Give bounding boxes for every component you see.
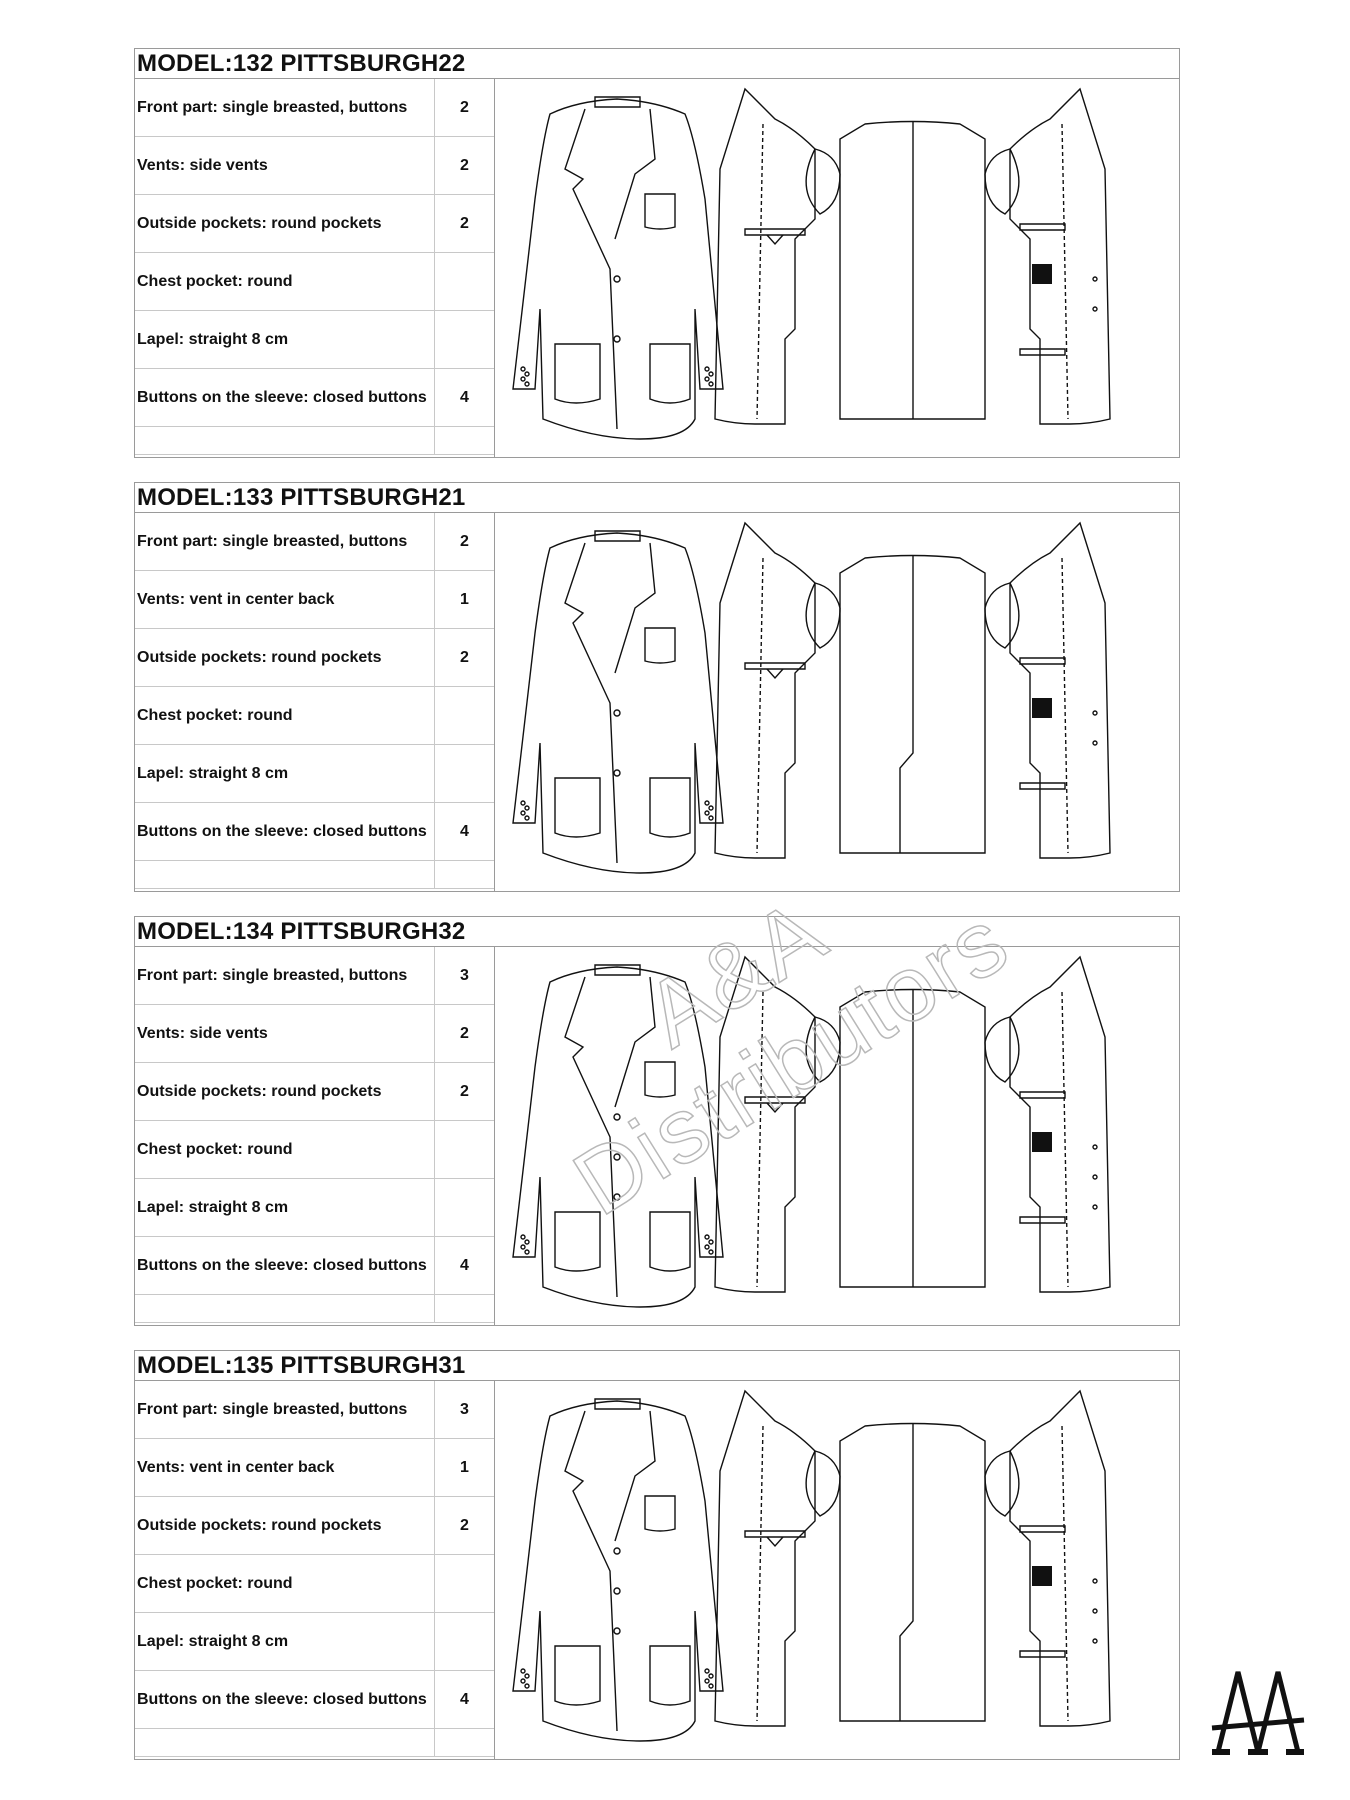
sleeve-button <box>705 1245 709 1249</box>
front-button <box>614 1114 620 1120</box>
sleeve-button <box>521 377 525 381</box>
spec-row <box>135 803 494 861</box>
spec-value: 4 <box>460 388 469 406</box>
spec-label: Chest pocket: round <box>135 687 435 744</box>
brand-label <box>1032 698 1052 718</box>
spec-label: Buttons on the sleeve: closed buttons <box>135 803 435 860</box>
spec-label: Front part: single breasted, buttons <box>135 79 435 136</box>
sleeve-button <box>521 801 525 805</box>
spec-label: Chest pocket: round <box>135 253 435 310</box>
sleeve-lining-left <box>806 1017 840 1082</box>
left-outside-pocket <box>555 1646 600 1705</box>
sleeve-button <box>705 811 709 815</box>
spec-row <box>135 1439 494 1497</box>
inner-left-panel <box>715 89 815 424</box>
spec-value: 2 <box>460 214 469 232</box>
spec-label-empty <box>135 861 435 888</box>
inner-left-pocket <box>745 663 805 669</box>
spec-row <box>135 1613 494 1671</box>
jacket-drawing <box>494 1381 1181 1759</box>
model-section-2 <box>134 482 1180 892</box>
left-outside-pocket <box>555 344 600 403</box>
brand-label <box>1032 1566 1052 1586</box>
inner-right-button <box>1093 1639 1097 1643</box>
spec-value: 4 <box>460 822 469 840</box>
inner-right-button <box>1093 711 1097 715</box>
spec-row <box>135 1555 494 1613</box>
inner-right-button <box>1093 741 1097 745</box>
inner-right-pocket <box>1020 1092 1065 1098</box>
spec-label: Lapel: straight 8 cm <box>135 311 435 368</box>
inner-left-stitch <box>757 1426 763 1721</box>
spec-label: Chest pocket: round <box>135 1121 435 1178</box>
front-button <box>614 770 620 776</box>
jacket-svg <box>495 1381 1181 1759</box>
jacket-lines <box>513 957 1110 1307</box>
spec-value: 4 <box>460 1690 469 1708</box>
spec-label: Front part: single breasted, buttons <box>135 1381 435 1438</box>
spec-row <box>135 311 494 369</box>
watermark: A&A Distributors <box>556 879 1026 1236</box>
inner-right-stitch <box>1062 558 1068 853</box>
inner-left-pocket-tab <box>767 1537 783 1546</box>
sleeve-lining-left <box>806 583 840 648</box>
spec-table <box>135 1381 494 1757</box>
sleeve-button <box>705 1679 709 1683</box>
chest-pocket <box>645 628 675 663</box>
spec-row <box>135 369 494 427</box>
sleeve-button <box>709 1684 713 1688</box>
sleeve-button <box>525 1240 529 1244</box>
inner-right-stitch <box>1062 124 1068 419</box>
spec-table <box>135 947 494 1323</box>
spec-row-empty <box>135 1295 494 1323</box>
sleeve-lining-left <box>806 1451 840 1516</box>
spec-label: Vents: side vents <box>135 137 435 194</box>
inner-left-pocket-tab <box>767 1103 783 1112</box>
left-lapel <box>565 543 617 863</box>
spec-row <box>135 687 494 745</box>
front-view-outline <box>513 1401 723 1741</box>
front-view-outline <box>513 967 723 1307</box>
inner-right-stitch <box>1062 1426 1068 1721</box>
sleeve-button <box>705 1669 709 1673</box>
center-back-vent <box>900 555 913 853</box>
chest-pocket <box>645 1496 675 1531</box>
sleeve-lining-right <box>985 1451 1019 1516</box>
sleeve-button <box>521 367 525 371</box>
left-lapel <box>565 1411 617 1731</box>
spec-row <box>135 571 494 629</box>
spec-value: 1 <box>460 1458 469 1476</box>
sleeve-button <box>525 1684 529 1688</box>
spec-row <box>135 1497 494 1555</box>
right-lapel <box>615 543 655 673</box>
spec-value: 2 <box>460 156 469 174</box>
inner-right-pocket <box>1020 658 1065 664</box>
jacket-drawing <box>494 79 1181 457</box>
spec-table <box>135 513 494 889</box>
spec-value: 2 <box>460 532 469 550</box>
spec-row-empty <box>135 1729 494 1757</box>
inner-right-button <box>1093 1175 1097 1179</box>
spec-row <box>135 1671 494 1729</box>
front-button <box>614 1628 620 1634</box>
spec-label: Front part: single breasted, buttons <box>135 513 435 570</box>
inner-right-button <box>1093 1145 1097 1149</box>
spec-row <box>135 195 494 253</box>
spec-value: 2 <box>460 1516 469 1534</box>
inner-right-panel <box>1010 89 1110 424</box>
inner-right-button <box>1093 1579 1097 1583</box>
sleeve-button <box>521 811 525 815</box>
spec-value: 2 <box>460 1024 469 1042</box>
right-outside-pocket <box>650 1212 690 1271</box>
jacket-lines <box>513 523 1110 873</box>
spec-row <box>135 253 494 311</box>
sleeve-button <box>705 367 709 371</box>
spec-label: Buttons on the sleeve: closed buttons <box>135 369 435 426</box>
model-section-1 <box>134 48 1180 458</box>
spec-label: Outside pockets: round pockets <box>135 195 435 252</box>
right-outside-pocket <box>650 344 690 403</box>
inner-right-lower-pocket <box>1020 1217 1065 1223</box>
chest-pocket <box>645 1062 675 1097</box>
model-title: MODEL:134 PITTSBURGH32 <box>135 917 1179 947</box>
left-outside-pocket <box>555 778 600 837</box>
spec-value: 2 <box>460 98 469 116</box>
sleeve-button <box>705 801 709 805</box>
sleeve-button <box>525 372 529 376</box>
inner-right-button <box>1093 1609 1097 1613</box>
inner-right-lower-pocket <box>1020 349 1065 355</box>
sleeve-button <box>705 1235 709 1239</box>
spec-label: Outside pockets: round pockets <box>135 1497 435 1554</box>
spec-label: Outside pockets: round pockets <box>135 629 435 686</box>
model-title: MODEL:133 PITTSBURGH21 <box>135 483 1179 513</box>
spec-row-empty <box>135 861 494 889</box>
spec-row <box>135 137 494 195</box>
sleeve-button <box>525 806 529 810</box>
jacket-drawing <box>494 947 1181 1325</box>
sleeve-button <box>709 806 713 810</box>
inner-right-button <box>1093 277 1097 281</box>
inner-left-pocket-tab <box>767 669 783 678</box>
spec-value: 4 <box>460 1256 469 1274</box>
inner-left-panel <box>715 957 815 1292</box>
jacket-svg <box>495 513 1181 891</box>
model-title: MODEL:135 PITTSBURGH31 <box>135 1351 1179 1381</box>
inner-right-pocket <box>1020 1526 1065 1532</box>
front-view-outline <box>513 99 723 439</box>
left-lapel <box>565 977 617 1297</box>
spec-label: Vents: vent in center back <box>135 571 435 628</box>
spec-label: Front part: single breasted, buttons <box>135 947 435 1004</box>
sleeve-button <box>521 1669 525 1673</box>
spec-table <box>135 79 494 455</box>
spec-label: Outside pockets: round pockets <box>135 1063 435 1120</box>
inner-left-panel <box>715 523 815 858</box>
sleeve-button <box>525 382 529 386</box>
brand-logo <box>1208 1660 1308 1760</box>
sleeve-button <box>709 816 713 820</box>
inner-left-panel <box>715 1391 815 1726</box>
front-button <box>614 710 620 716</box>
jacket-drawing <box>494 513 1181 891</box>
spec-value: 3 <box>460 966 469 984</box>
sleeve-button <box>521 1235 525 1239</box>
spec-row <box>135 79 494 137</box>
left-outside-pocket <box>555 1212 600 1271</box>
sleeve-button <box>525 1674 529 1678</box>
sleeve-button <box>709 1250 713 1254</box>
sleeve-button <box>709 1240 713 1244</box>
inner-left-pocket <box>745 1097 805 1103</box>
inner-right-button <box>1093 307 1097 311</box>
inner-right-button <box>1093 1205 1097 1209</box>
spec-label: Buttons on the sleeve: closed buttons <box>135 1671 435 1728</box>
spec-value: 2 <box>460 648 469 666</box>
spec-row <box>135 629 494 687</box>
inner-left-pocket-tab <box>767 235 783 244</box>
spec-row <box>135 513 494 571</box>
jacket-lines <box>513 1391 1110 1741</box>
inner-right-lower-pocket <box>1020 783 1065 789</box>
sleeve-button <box>709 372 713 376</box>
spec-label: Lapel: straight 8 cm <box>135 745 435 802</box>
spec-row <box>135 745 494 803</box>
brand-label <box>1032 1132 1052 1152</box>
spec-row <box>135 1005 494 1063</box>
spec-value: 3 <box>460 1400 469 1418</box>
model-title: MODEL:132 PITTSBURGH22 <box>135 49 1179 79</box>
sleeve-lining-right <box>985 1017 1019 1082</box>
sleeve-button <box>521 1679 525 1683</box>
model-section-4 <box>134 1350 1180 1760</box>
spec-label: Vents: side vents <box>135 1005 435 1062</box>
spec-value: 1 <box>460 590 469 608</box>
right-outside-pocket <box>650 778 690 837</box>
sleeve-button <box>521 1245 525 1249</box>
front-button <box>614 276 620 282</box>
center-back-vent <box>900 1423 913 1721</box>
inner-right-lower-pocket <box>1020 1651 1065 1657</box>
sleeve-button <box>525 816 529 820</box>
front-button <box>614 336 620 342</box>
spec-row <box>135 1121 494 1179</box>
spec-row <box>135 947 494 1005</box>
spec-label-empty <box>135 427 435 454</box>
sleeve-button <box>525 1250 529 1254</box>
inner-left-stitch <box>757 992 763 1287</box>
model-section-3 <box>134 916 1180 1326</box>
front-view-outline <box>513 533 723 873</box>
front-button <box>614 1548 620 1554</box>
spec-label: Lapel: straight 8 cm <box>135 1613 435 1670</box>
inner-left-pocket <box>745 1531 805 1537</box>
sleeve-lining-right <box>985 583 1019 648</box>
inner-left-stitch <box>757 558 763 853</box>
inner-right-pocket <box>1020 224 1065 230</box>
spec-row <box>135 1237 494 1295</box>
spec-label: Lapel: straight 8 cm <box>135 1179 435 1236</box>
chest-pocket <box>645 194 675 229</box>
sleeve-button <box>705 377 709 381</box>
left-lapel <box>565 109 617 429</box>
spec-value: 2 <box>460 1082 469 1100</box>
sleeve-button <box>709 382 713 386</box>
jacket-lines <box>513 89 1110 439</box>
inner-left-pocket <box>745 229 805 235</box>
right-outside-pocket <box>650 1646 690 1705</box>
spec-label: Chest pocket: round <box>135 1555 435 1612</box>
inner-right-panel <box>1010 957 1110 1292</box>
jacket-svg <box>495 947 1181 1325</box>
right-lapel <box>615 977 655 1107</box>
spec-row <box>135 1179 494 1237</box>
inner-right-panel <box>1010 523 1110 858</box>
spec-label: Buttons on the sleeve: closed buttons <box>135 1237 435 1294</box>
sleeve-button <box>709 1674 713 1678</box>
brand-label <box>1032 264 1052 284</box>
front-button <box>614 1194 620 1200</box>
inner-right-panel <box>1010 1391 1110 1726</box>
jacket-svg <box>495 79 1181 457</box>
spec-label-empty <box>135 1729 435 1756</box>
inner-left-stitch <box>757 124 763 419</box>
front-button <box>614 1154 620 1160</box>
inner-right-stitch <box>1062 992 1068 1287</box>
spec-label: Vents: vent in center back <box>135 1439 435 1496</box>
sleeve-lining-right <box>985 149 1019 214</box>
right-lapel <box>615 1411 655 1541</box>
spec-row <box>135 1063 494 1121</box>
spec-row <box>135 1381 494 1439</box>
right-lapel <box>615 109 655 239</box>
spec-row-empty <box>135 427 494 455</box>
front-button <box>614 1588 620 1594</box>
spec-label-empty <box>135 1295 435 1322</box>
sleeve-lining-left <box>806 149 840 214</box>
